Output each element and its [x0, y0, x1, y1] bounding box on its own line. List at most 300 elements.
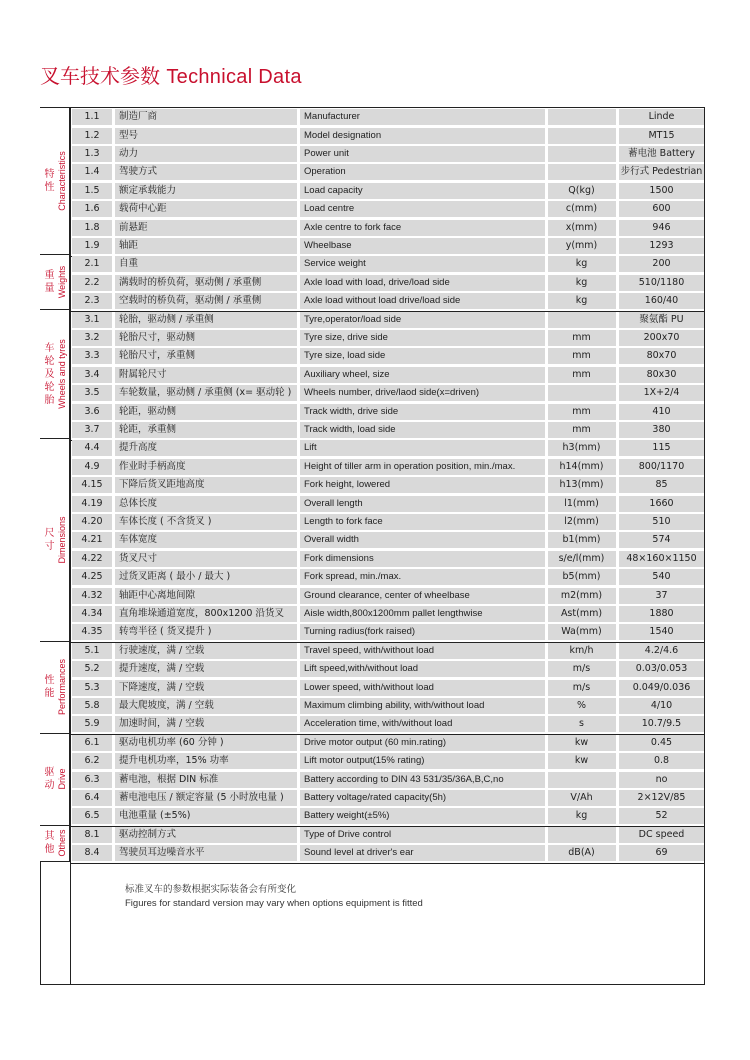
- cell-separator: [616, 845, 619, 861]
- cell-separator: [545, 385, 548, 401]
- spec-unit: %: [576, 700, 587, 711]
- spec-no: 3.2: [84, 332, 100, 343]
- cell-separator: [616, 643, 619, 659]
- spec-no: 6.3: [84, 773, 100, 785]
- spec-en: Service weight: [304, 258, 366, 270]
- spec-unit: [548, 827, 615, 843]
- cell-separator: [297, 256, 300, 272]
- cell-separator: [112, 808, 115, 824]
- cell-separator: [545, 367, 548, 383]
- cell-separator: [616, 109, 619, 125]
- spec-no: 5.2: [84, 663, 100, 675]
- spec-value: 160/40: [644, 295, 679, 307]
- page-title: [40, 60, 302, 89]
- cell-separator: [616, 735, 619, 751]
- spec-zh: 轮距，承重侧: [119, 424, 177, 435]
- spec-en: Track width, load side: [304, 424, 396, 435]
- section-label-en: Wheels and tyres: [57, 339, 67, 410]
- cell-separator: [616, 624, 619, 640]
- cell-separator: [297, 201, 300, 217]
- cell-separator: [297, 220, 300, 236]
- section-label-en-wrap: [55, 439, 69, 640]
- spec-value: 80x70: [646, 350, 677, 362]
- cell-separator: [112, 422, 115, 438]
- spec-unit: kg: [575, 810, 588, 822]
- cell-separator: [616, 238, 619, 254]
- cell-separator: [616, 220, 619, 236]
- spec-no: 6.1: [84, 736, 100, 748]
- cell-separator: [112, 514, 115, 530]
- spec-zh: 驾驶方式: [119, 166, 158, 178]
- spec-row: [72, 459, 704, 475]
- spec-value: 574: [652, 534, 671, 546]
- spec-no: 5.1: [84, 644, 100, 656]
- cell-separator: [112, 275, 115, 291]
- spec-unit: b1(mm): [562, 534, 601, 546]
- spec-value: 0.8: [653, 755, 670, 767]
- spec-unit: s/e/l(mm): [558, 552, 605, 564]
- cell-separator: [545, 680, 548, 696]
- cell-separator: [616, 569, 619, 585]
- spec-unit: [548, 772, 615, 788]
- cell-separator: [112, 661, 115, 677]
- cell-separator: [545, 569, 548, 585]
- spec-unit: l1(mm): [564, 497, 599, 509]
- spec-value: 1660: [649, 497, 674, 509]
- spec-en: Type of Drive control: [304, 828, 392, 840]
- spec-en: Overall width: [304, 534, 359, 546]
- cell-separator: [297, 348, 300, 364]
- spec-zh: 驱动控制方式: [119, 828, 177, 840]
- spec-en: Load capacity: [304, 184, 363, 196]
- spec-en: Axle load without load drive/load side: [304, 295, 461, 307]
- cell-separator: [545, 496, 548, 512]
- spec-no: 1.3: [84, 148, 100, 159]
- cell-separator: [545, 330, 548, 346]
- spec-zh: 动力: [119, 148, 139, 159]
- cell-separator: [545, 588, 548, 604]
- cell-separator: [545, 312, 548, 328]
- spec-value: 蓄电池 Battery: [628, 148, 695, 159]
- spec-row: [72, 698, 704, 714]
- spec-no: 1.9: [84, 240, 100, 251]
- cell-separator: [616, 753, 619, 769]
- spec-zh: 提升速度，满 / 空载: [119, 663, 205, 675]
- cell-separator: [297, 624, 300, 640]
- cell-separator: [297, 569, 300, 585]
- spec-zh: 额定承载能力: [119, 184, 177, 196]
- spec-zh: 轴距: [119, 240, 139, 251]
- spec-zh: 型号: [119, 129, 139, 141]
- cell-separator: [616, 459, 619, 475]
- spec-row: [72, 606, 704, 622]
- cell-separator: [616, 716, 619, 732]
- spec-row: [72, 551, 704, 567]
- cell-separator: [297, 109, 300, 125]
- spec-row: [72, 772, 704, 788]
- spec-unit: s: [579, 718, 584, 730]
- spec-zh: 过货叉距离 ( 最小 / 最大 ): [119, 571, 231, 583]
- spec-en: Sound level at driver's ear: [304, 847, 414, 859]
- cell-separator: [297, 496, 300, 512]
- cell-separator: [297, 367, 300, 383]
- spec-row: [72, 735, 704, 751]
- cell-separator: [297, 459, 300, 475]
- spec-zh: 货叉尺寸: [119, 552, 158, 564]
- section-label-en-wrap: [55, 642, 69, 733]
- cell-separator: [297, 164, 300, 180]
- spec-en: Length to fork face: [304, 516, 383, 527]
- cell-separator: [616, 146, 619, 162]
- spec-row: [72, 275, 704, 291]
- cell-separator: [616, 551, 619, 567]
- cell-separator: [545, 238, 548, 254]
- spec-value: 1X+2/4: [643, 387, 680, 399]
- cell-separator: [545, 827, 548, 843]
- cell-separator: [112, 220, 115, 236]
- section-label-zh: 性 能: [44, 675, 55, 700]
- spec-value: 380: [652, 424, 671, 435]
- cell-separator: [616, 606, 619, 622]
- spec-value: 510: [652, 516, 671, 527]
- spec-no: 1.2: [84, 129, 100, 141]
- spec-no: 3.3: [84, 350, 100, 362]
- spec-row: [72, 404, 704, 420]
- spec-zh: 蓄电池电压 / 额定容量 (5 小时放电量 ): [119, 792, 284, 803]
- cell-separator: [545, 790, 548, 806]
- spec-zh: 附属轮尺寸: [119, 368, 167, 380]
- spec-value: MT15: [648, 129, 675, 141]
- spec-unit: b5(mm): [562, 571, 601, 583]
- spec-zh: 轮胎尺寸，承重侧: [119, 350, 196, 362]
- spec-no: 4.32: [81, 589, 103, 601]
- spec-value: 69: [655, 847, 668, 859]
- cell-separator: [616, 164, 619, 180]
- section-label-zh: 其 他: [44, 831, 55, 856]
- spec-en: Track width, drive side: [304, 405, 399, 417]
- spec-zh: 空载时的桥负荷，驱动侧 / 承重侧: [119, 295, 262, 307]
- cell-separator: [112, 367, 115, 383]
- spec-zh: 转弯半径 ( 货叉提升 ): [119, 626, 212, 638]
- spec-value: 1500: [649, 184, 674, 196]
- cell-separator: [616, 680, 619, 696]
- spec-unit: [548, 312, 615, 328]
- spec-unit: mm: [572, 405, 591, 417]
- cell-separator: [545, 808, 548, 824]
- spec-no: 4.15: [81, 479, 103, 491]
- spec-unit: y(mm): [565, 240, 598, 251]
- spec-value: 510/1180: [638, 276, 685, 288]
- section-label-en-wrap: [55, 255, 69, 309]
- cell-separator: [616, 422, 619, 438]
- cell-separator: [112, 404, 115, 420]
- cell-separator: [616, 367, 619, 383]
- spec-en: Drive motor output (60 min.rating): [304, 736, 447, 748]
- cell-separator: [545, 716, 548, 732]
- spec-unit: m/s: [572, 681, 591, 693]
- spec-row: [72, 496, 704, 512]
- spec-en: Manufacturer: [304, 111, 360, 123]
- section-label-en-wrap: [55, 108, 69, 254]
- cell-separator: [616, 827, 619, 843]
- spec-en: Turning radius(fork raised): [304, 626, 416, 638]
- spec-zh: 轮胎尺寸，驱动侧: [119, 332, 196, 343]
- spec-en: Ground clearance, center of wheelbase: [304, 589, 470, 601]
- cell-separator: [545, 146, 548, 162]
- cell-separator: [112, 440, 115, 456]
- cell-separator: [616, 514, 619, 530]
- cell-separator: [112, 588, 115, 604]
- spec-en: Travel speed, with/without load: [304, 644, 435, 656]
- spec-value: 1293: [649, 240, 674, 251]
- spec-value: 4/10: [650, 700, 673, 711]
- spec-zh: 蓄电池，根据 DIN 标准: [119, 773, 219, 785]
- cell-separator: [616, 293, 619, 309]
- cell-separator: [297, 680, 300, 696]
- cell-separator: [297, 312, 300, 328]
- side-divider: [70, 108, 71, 984]
- cell-separator: [545, 128, 548, 144]
- spec-no: 4.9: [84, 460, 100, 472]
- spec-en: Lift speed,with/without load: [304, 663, 419, 675]
- spec-value: 2×12V/85: [637, 792, 686, 803]
- cell-separator: [616, 440, 619, 456]
- cell-separator: [112, 643, 115, 659]
- spec-unit: mm: [572, 350, 591, 362]
- cell-separator: [112, 201, 115, 217]
- cell-separator: [112, 624, 115, 640]
- cell-separator: [112, 256, 115, 272]
- spec-unit: dB(A): [568, 847, 595, 859]
- spec-no: 3.6: [84, 405, 100, 417]
- section-label-en: Drive: [57, 768, 67, 790]
- spec-no: 4.22: [81, 552, 103, 564]
- spec-row: [72, 422, 704, 438]
- spec-no: 3.4: [84, 368, 100, 380]
- spec-row: [72, 569, 704, 585]
- cell-separator: [616, 404, 619, 420]
- cell-separator: [112, 477, 115, 493]
- cell-separator: [545, 624, 548, 640]
- spec-row: [72, 330, 704, 346]
- cell-separator: [112, 238, 115, 254]
- cell-separator: [112, 698, 115, 714]
- spec-value: 48×160×1150: [626, 552, 697, 564]
- cell-separator: [112, 772, 115, 788]
- spec-en: Overall length: [304, 497, 363, 509]
- spec-row: [72, 532, 704, 548]
- cell-separator: [112, 735, 115, 751]
- cell-separator: [616, 698, 619, 714]
- footnote: [125, 883, 423, 911]
- cell-separator: [297, 404, 300, 420]
- spec-value: 600: [652, 203, 671, 215]
- cell-separator: [616, 275, 619, 291]
- cell-separator: [616, 330, 619, 346]
- spec-row: [72, 164, 704, 180]
- cell-separator: [297, 385, 300, 401]
- cell-separator: [297, 551, 300, 567]
- spec-zh: 加速时间，满 / 空载: [119, 718, 205, 730]
- cell-separator: [616, 312, 619, 328]
- cell-separator: [297, 588, 300, 604]
- spec-no: 4.21: [81, 534, 103, 546]
- section-label-en: Others: [57, 829, 67, 857]
- spec-unit: V/Ah: [570, 792, 593, 803]
- spec-zh: 轮胎，驱动侧 / 承重侧: [119, 313, 214, 325]
- spec-value: 800/1170: [638, 460, 685, 472]
- spec-row: [72, 312, 704, 328]
- spec-value: 0.03/0.053: [635, 663, 688, 675]
- cell-separator: [545, 404, 548, 420]
- spec-row: [72, 440, 704, 456]
- spec-zh: 轮距，驱动侧: [119, 405, 177, 417]
- spec-value: 410: [652, 405, 671, 417]
- spec-zh: 提升高度: [119, 442, 158, 454]
- spec-no: 4.19: [81, 497, 103, 509]
- cell-separator: [112, 183, 115, 199]
- spec-unit: Q(kg): [568, 184, 595, 196]
- spec-value: 10.7/9.5: [641, 718, 682, 730]
- cell-separator: [112, 348, 115, 364]
- spec-row: [72, 201, 704, 217]
- cell-separator: [616, 772, 619, 788]
- spec-no: 6.2: [84, 755, 100, 767]
- spec-en: Maximum climbing ability, with/without load: [304, 700, 485, 711]
- cell-separator: [616, 201, 619, 217]
- spec-unit: mm: [572, 424, 591, 435]
- spec-value: 37: [655, 589, 668, 601]
- section-label: [40, 108, 70, 255]
- spec-no: 4.25: [81, 571, 103, 583]
- section-label-en: Performances: [57, 659, 67, 716]
- spec-no: 2.1: [84, 258, 100, 270]
- spec-no: 1.1: [84, 111, 100, 123]
- spec-row: [72, 643, 704, 659]
- spec-en: Battery according to DIN 43 531/35/36A,B,C,no: [304, 773, 504, 785]
- spec-en: Lift: [304, 442, 317, 454]
- cell-separator: [297, 698, 300, 714]
- spec-zh: 载荷中心距: [119, 203, 167, 215]
- spec-zh: 直角堆垛通道宽度，800x1200 沿货叉: [119, 608, 284, 619]
- spec-row: [72, 753, 704, 769]
- spec-unit: mm: [572, 368, 591, 380]
- spec-unit: [548, 385, 615, 401]
- spec-en: Axle load with load, drive/load side: [304, 276, 450, 288]
- spec-row: [72, 293, 704, 309]
- spec-value: 聚氨酯 PU: [639, 313, 684, 325]
- cell-separator: [616, 496, 619, 512]
- cell-separator: [616, 808, 619, 824]
- spec-en: Tyre size, load side: [304, 350, 386, 362]
- spec-row: [72, 790, 704, 806]
- cell-separator: [616, 256, 619, 272]
- spec-unit: h3(mm): [562, 442, 601, 454]
- spec-zh: 行驶速度，满 / 空载: [119, 644, 205, 656]
- section-label: [40, 439, 70, 641]
- cell-separator: [112, 109, 115, 125]
- spec-no: 5.8: [84, 700, 100, 711]
- section-label-en-wrap: [55, 826, 69, 862]
- cell-separator: [297, 275, 300, 291]
- spec-en: Acceleration time, with/without load: [304, 718, 453, 730]
- spec-row: [72, 716, 704, 732]
- cell-separator: [297, 772, 300, 788]
- cell-separator: [616, 661, 619, 677]
- cell-separator: [112, 753, 115, 769]
- spec-unit: h13(mm): [559, 479, 604, 491]
- spec-no: 2.3: [84, 295, 100, 307]
- cell-separator: [112, 790, 115, 806]
- spec-value: 540: [652, 571, 671, 583]
- spec-unit: Wa(mm): [561, 626, 602, 638]
- cell-separator: [545, 440, 548, 456]
- spec-value: 0.45: [650, 736, 673, 748]
- spec-no: 4.4: [84, 442, 100, 454]
- cell-separator: [545, 183, 548, 199]
- section-label: [40, 255, 70, 310]
- spec-en: Load centre: [304, 203, 355, 215]
- spec-row: [72, 256, 704, 272]
- cell-separator: [616, 532, 619, 548]
- section-label-en: Characteristics: [57, 151, 67, 211]
- spec-zh: 自重: [119, 258, 139, 270]
- spec-value: 步行式 Pedestrian: [620, 166, 703, 178]
- spec-en: Wheelbase: [304, 240, 352, 251]
- cell-separator: [112, 164, 115, 180]
- section-label-zh: 车 轮 及 轮 胎: [44, 342, 55, 406]
- spec-no: 3.7: [84, 424, 100, 435]
- spec-no: 1.5: [84, 184, 100, 196]
- spec-en: Auxiliary wheel, size: [304, 368, 390, 380]
- cell-separator: [545, 256, 548, 272]
- spec-en: Model designation: [304, 129, 382, 141]
- spec-en: Power unit: [304, 148, 349, 159]
- cell-separator: [297, 790, 300, 806]
- spec-no: 1.6: [84, 203, 100, 215]
- cell-separator: [112, 569, 115, 585]
- cell-separator: [545, 514, 548, 530]
- spec-row: [72, 680, 704, 696]
- cell-separator: [112, 293, 115, 309]
- spec-row: [72, 588, 704, 604]
- spec-unit: h14(mm): [559, 460, 604, 472]
- cell-separator: [545, 643, 548, 659]
- section-label-en: Weights: [57, 266, 67, 299]
- spec-unit: [548, 146, 615, 162]
- spec-unit: kg: [575, 258, 588, 270]
- spec-zh: 下降后货叉距地高度: [119, 479, 205, 491]
- spec-unit: kw: [574, 736, 589, 748]
- cell-separator: [297, 643, 300, 659]
- cell-separator: [297, 440, 300, 456]
- cell-separator: [297, 330, 300, 346]
- spec-unit: [548, 109, 615, 125]
- spec-no: 3.5: [84, 387, 100, 399]
- cell-separator: [112, 128, 115, 144]
- cell-separator: [616, 128, 619, 144]
- spec-unit: m/s: [572, 663, 591, 675]
- cell-separator: [297, 128, 300, 144]
- spec-unit: kw: [574, 755, 589, 767]
- cell-separator: [545, 606, 548, 622]
- section-label-en: Dimensions: [57, 516, 67, 564]
- spec-unit: l2(mm): [564, 516, 599, 527]
- cell-separator: [112, 551, 115, 567]
- cell-separator: [297, 735, 300, 751]
- cell-separator: [616, 385, 619, 401]
- spec-unit: kg: [575, 276, 588, 288]
